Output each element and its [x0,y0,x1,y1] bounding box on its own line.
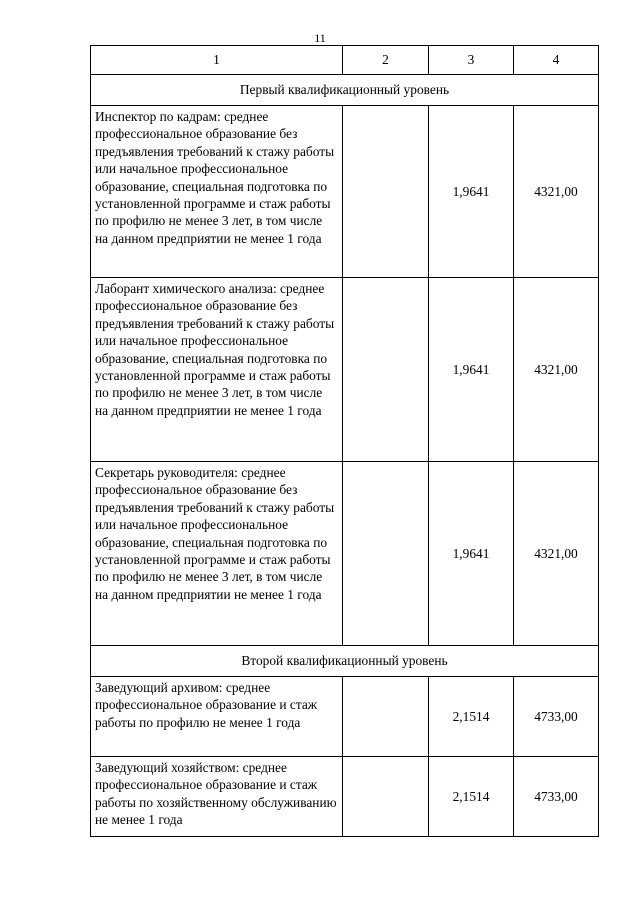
position-description: Лаборант химического анализа: среднее профессиональное образование без предъявления требований к стажу работы или начальное профессиональное образование, специальная подготовка по установленной программе и стаж работы по профилю не менее 3 лет, в том числе на данном предприятии не менее 1 года [91,278,343,462]
coefficient-cell: 1,9641 [429,106,514,278]
group-title-first-level: Первый квалификационный уровень [91,75,599,106]
table-row [91,757,599,837]
column-2-cell [343,462,429,646]
salary-cell: 4321,00 [514,462,599,646]
column-header-2: 2 [343,46,429,75]
column-2-cell [343,677,429,757]
position-description: Инспектор по кадрам: среднее профессиональное образование без предъявления требований к стажу работы или начальное профессиональное образование, специальная подготовка по установленной программе и стаж работы по профилю не менее 3 лет, в том числе на данном предприятии не менее 1 года [91,106,343,278]
position-description: Заведующий хозяйством: среднее профессиональное образование и стаж работы по хозяйственному обслуживанию не менее 1 года [91,757,343,837]
table-row [91,106,599,278]
group-title-second-level: Второй квалификационный уровень [91,646,599,677]
coefficient-cell: 1,9641 [429,278,514,462]
group-header-row [91,646,599,677]
coefficient-cell: 2,1514 [429,677,514,757]
position-description: Заведующий архивом: среднее профессиональное образование и стаж работы по профилю не менее 1 года [91,677,343,757]
page-number: 11 [314,31,326,45]
column-2-cell [343,106,429,278]
coefficient-cell: 1,9641 [429,462,514,646]
table-row [91,278,599,462]
column-header-4: 4 [514,46,599,75]
salary-cell: 4733,00 [514,677,599,757]
group-header-row [91,75,599,106]
column-header-1: 1 [91,46,343,75]
table-row [91,462,599,646]
salary-cell: 4733,00 [514,757,599,837]
column-2-cell [343,278,429,462]
position-description: Секретарь руководителя: среднее профессиональное образование без предъявления требований к стажу работы или начальное профессиональное образование, специальная подготовка по установленной программе и стаж работы по профилю не менее 3 лет, в том числе на данном предприятии не менее 1 года [91,462,343,646]
coefficient-cell: 2,1514 [429,757,514,837]
column-2-cell [343,757,429,837]
column-header-3: 3 [429,46,514,75]
salary-cell: 4321,00 [514,106,599,278]
table-row [91,677,599,757]
table-header-row [91,46,599,75]
qualification-table [90,45,599,837]
salary-cell: 4321,00 [514,278,599,462]
